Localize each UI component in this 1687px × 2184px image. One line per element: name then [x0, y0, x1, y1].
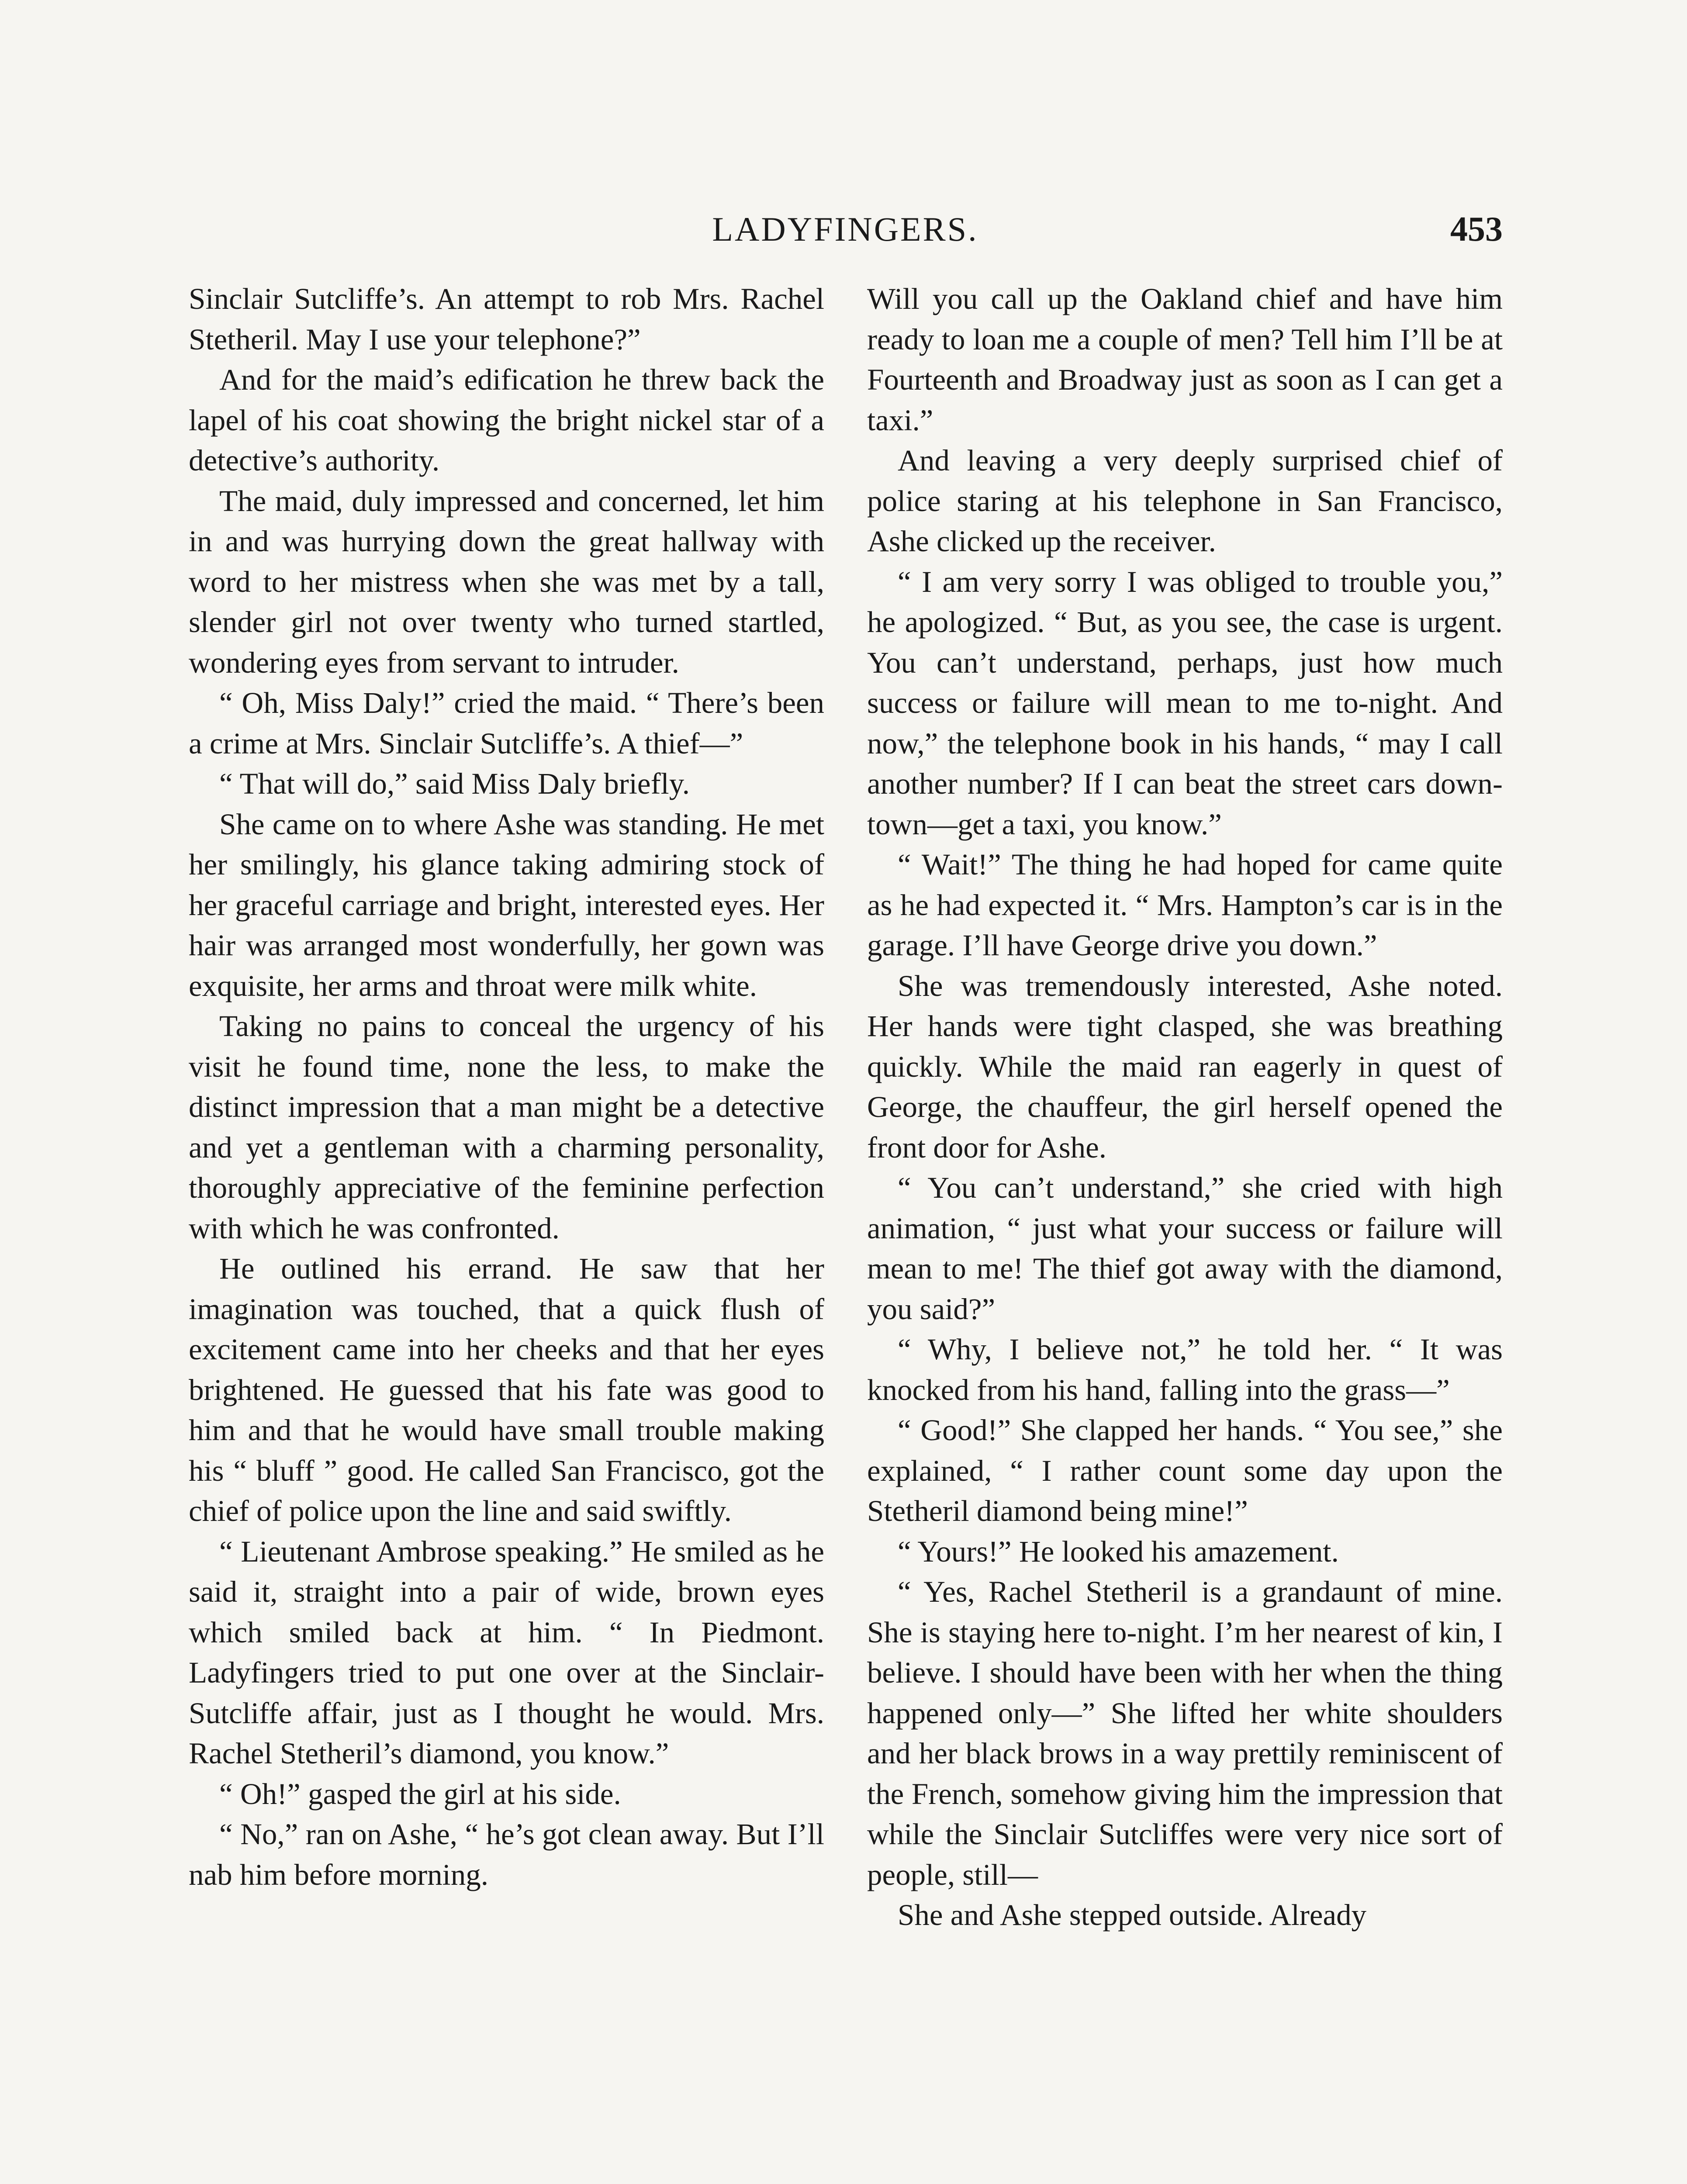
paragraph: She came on to where Ashe was standing. He met her smilingly, his glance taking admiring stock of her graceful carriage and bright, interested eyes. Her hair was arranged most wonderfully, her gown was exquisite, her arms and throat were milk white. [189, 807, 824, 1002]
paragraph: “ Yours!” He looked his amazement. [898, 1534, 1339, 1568]
left-column [189, 279, 824, 1895]
paragraph: “ You can’t understand,” she cried with high animation, “ just what your success or failure will mean to me! The thief got away with the diamond, you said?” [867, 1171, 1503, 1326]
paragraph: “ Yes, Rachel Stetheril is a grandaunt of mine. She is staying here to-night. I’m her nearest of kin, I believe. I should have been with her when the thing happened only—” She lifted her white shoulders and her black brows in a way prettily reminiscent of the French, somehow giving him the impression that while the Sinclair Sutcliffes were very nice sort of people, still— [867, 1575, 1503, 1891]
paragraph: Will you call up the Oakland chief and have him ready to loan me a couple of men? Tell him I’ll be at Fourteenth and Broadway just as soon as I can get a taxi.” [867, 282, 1503, 437]
paragraph: “ That will do,” said Miss Daly briefly. [219, 767, 690, 800]
paragraph: She and Ashe stepped outside. Already [898, 1898, 1367, 1932]
paragraph: “ Lieutenant Ambrose speaking.” He smiled as he said it, straight into a pair of wide, brown eyes which smiled back at him. “ In Piedmont. Ladyfingers tried to put one over at the Sinclair-Sutcliffe affair, just as I thought he would. Mrs. Rachel Stetheril’s diamond, you know.” [189, 1534, 824, 1770]
paragraph: And for the maid’s edification he threw back the lapel of his coat showing the bright nickel star of a detective’s authority. [189, 363, 824, 477]
paragraph: “ Why, I believe not,” he told her. “ It was knocked from his hand, falling into the grass—” [867, 1333, 1503, 1406]
running-title: LADYFINGERS. [712, 210, 978, 248]
paragraph: She was tremendously interested, Ashe noted. Her hands were tight clasped, she was breathing quickly. While the maid ran eagerly in quest of George, the chauffeur, the girl herself opened the front door for Ashe. [867, 969, 1503, 1164]
page-header [188, 201, 1503, 258]
paragraph: And leaving a very deeply surprised chief of police staring at his telephone in San Francisco, Ashe clicked up the receiver. [867, 444, 1503, 558]
paragraph: Taking no pains to conceal the urgency of his visit he found time, none the less, to make the distinct impression that a man might be a detective and yet a gentleman with a charming personality, thoroughly appreciative of the feminine perfection with which he was confronted. [189, 1009, 824, 1245]
paragraph: “ Good!” She clapped her hands. “ You see,” she explained, “ I rather count some day upon the Stetheril diamond being mine!” [867, 1413, 1503, 1527]
paragraph: “ No,” ran on Ashe, “ he’s got clean away. But I’ll nab him before morning. [189, 1818, 824, 1891]
paragraph: “ Wait!” The thing he had hoped for came quite as he had expected it. “ Mrs. Hampton’s car is in the garage. I’ll have George drive you down.” [867, 848, 1503, 962]
page-number: 453 [1450, 210, 1503, 249]
paragraph: “ Oh, Miss Daly!” cried the maid. “ There’s been a crime at Mrs. Sinclair Sutcliffe’s. A thief—” [189, 686, 824, 760]
paragraph: “ I am very sorry I was obliged to trouble you,” he apologized. “ But, as you see, the case is urgent. You can’t understand, perhaps, just how much success or failure will mean to me to-night. And now,” the telephone book in his hands, “ may I call another number? If I can beat the street cars down-town—get a taxi, you know.” [867, 565, 1503, 841]
paragraph: The maid, duly impressed and concerned, let him in and was hurrying down the great hallway with word to her mistress when she was met by a tall, slender girl not over twenty who turned startled, wondering eyes from servant to intruder. [189, 484, 824, 679]
paragraph: Sinclair Sutcliffe’s. An attempt to rob Mrs. Rachel Stetheril. May I use your telephone?” [189, 282, 824, 356]
paragraph: He outlined his errand. He saw that her imagination was touched, that a quick flush of excitement came into her cheeks and that her eyes brightened. He guessed that his fate was good to him and that he would have small trouble making his “ bluff ” good. He called San Francisco, got the chief of police upon the line and said swiftly. [189, 1252, 824, 1527]
paragraph: “ Oh!” gasped the girl at his side. [219, 1777, 621, 1811]
right-column [867, 279, 1503, 1935]
